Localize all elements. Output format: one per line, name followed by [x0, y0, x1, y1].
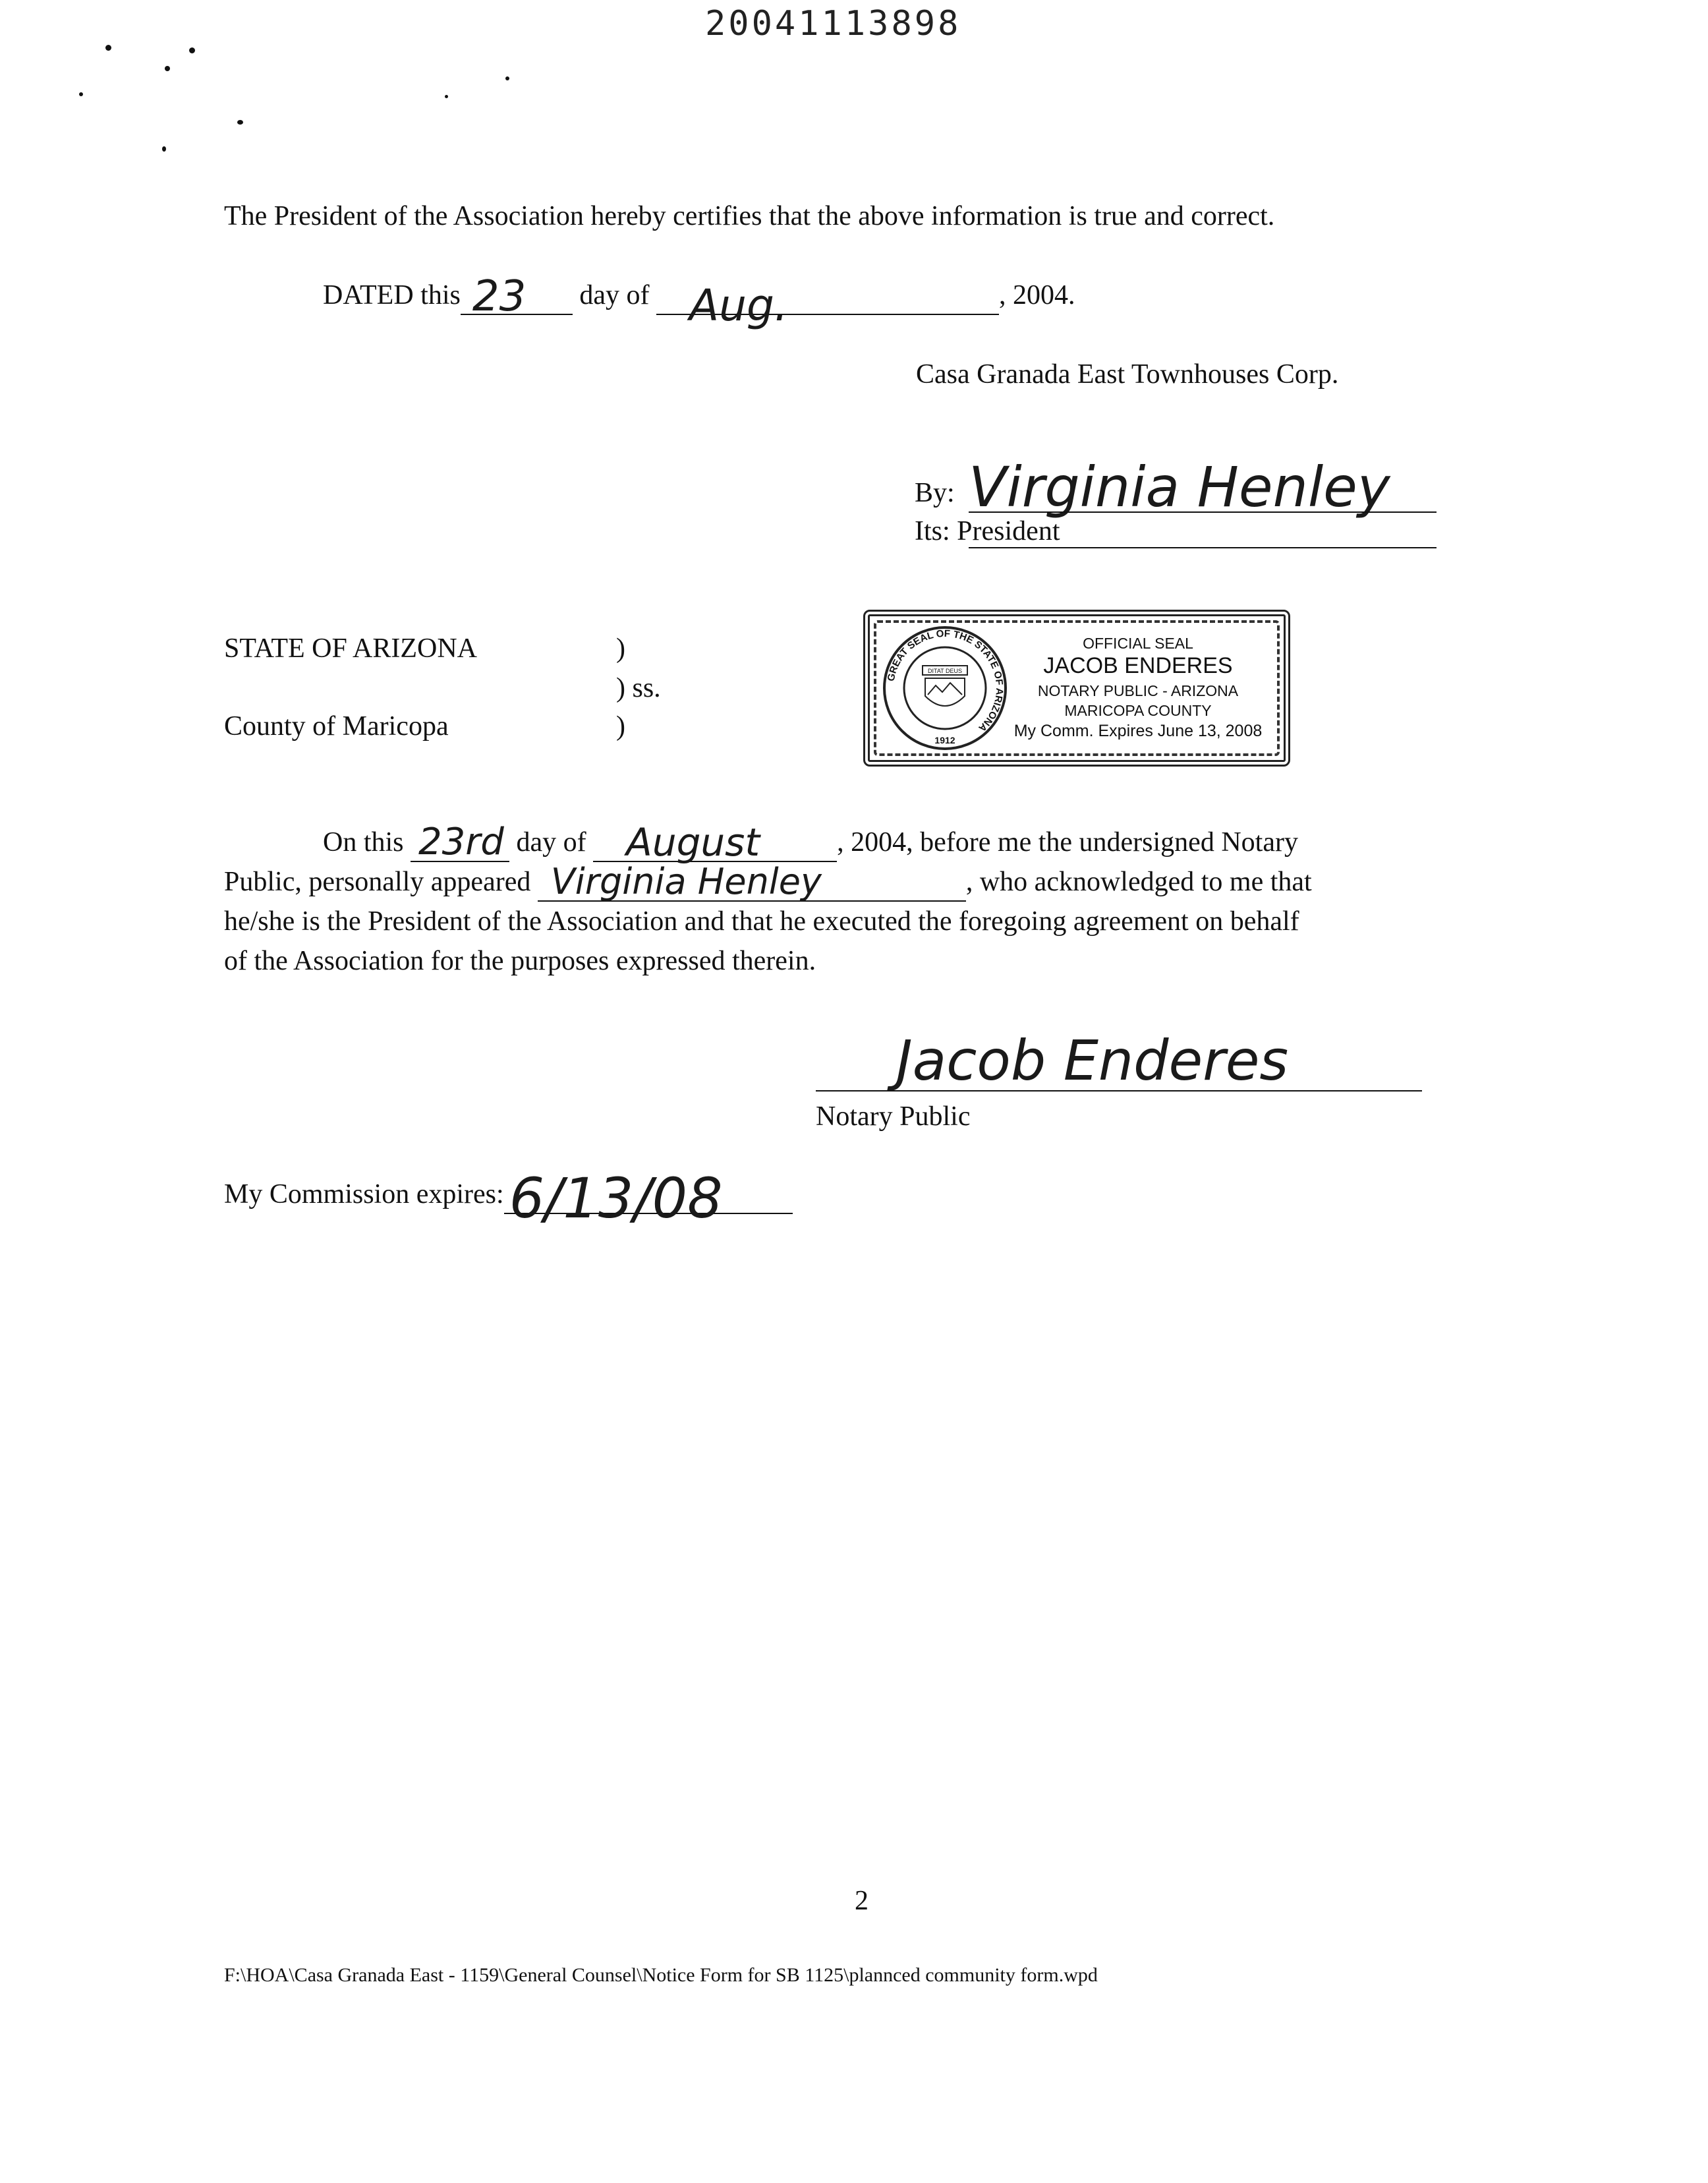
by-label: By:: [915, 478, 955, 508]
ack-day-blank: [411, 821, 509, 863]
corporation-name: Casa Granada East Townhouses Corp.: [916, 359, 1339, 390]
ack-on-this: On this: [323, 827, 404, 858]
its-line: [915, 511, 1060, 551]
ack-day-of: day of: [516, 827, 586, 858]
its-value: President: [957, 516, 1060, 546]
seal-motto: DITAT DEUS: [927, 668, 963, 674]
ack-name-blank: [538, 861, 966, 902]
seal-ring-text: GREAT SEAL OF THE STATE OF ARIZONA: [885, 627, 1006, 734]
commission-date: 6/13/08: [509, 1166, 723, 1231]
notary-signature: Jacob Enderes: [896, 1028, 1289, 1093]
dated-suffix: , 2004.: [998, 280, 1075, 310]
seal-title: OFFICIAL SEAL: [1083, 635, 1193, 652]
seal-line-1: NOTARY PUBLIC - ARIZONA: [1037, 682, 1239, 699]
ack-day: 23rd: [418, 821, 504, 863]
ack-month: August: [626, 820, 760, 865]
ack-after-month: , 2004, before me the undersigned Notary: [837, 827, 1298, 858]
dated-month: Aug.: [689, 280, 788, 331]
seal-notary-name: JACOB ENDERES: [1043, 653, 1233, 678]
president-signature: Virginia Henley: [969, 455, 1390, 519]
ack-month-blank: [593, 820, 837, 865]
commission-label: My Commission expires:: [224, 1179, 504, 1209]
scan-speck: [445, 95, 448, 98]
ack-line-1: [323, 820, 1298, 865]
dated-day-blank: [461, 272, 573, 321]
notary-public-label: Notary Public: [816, 1101, 971, 1132]
venue-paren-bottom: ): [616, 711, 625, 742]
scan-speck: [505, 76, 509, 80]
ack-who-acknowledged: , who acknowledged to me that: [965, 867, 1312, 897]
dated-line: [323, 272, 1075, 331]
ack-line-2: [224, 862, 1312, 902]
footer-file-path: F:\HOA\Casa Granada East - 1159\General Counsel\Notice Form for SB 1125\plannced community form.wpd: [224, 1964, 1098, 1986]
seal-expires: My Comm. Expires June 13, 2008: [1013, 722, 1263, 740]
scan-speck: [162, 146, 166, 152]
dated-month-blank: [656, 280, 999, 331]
ack-public-appeared: Public, personally appeared: [224, 867, 531, 897]
its-label: Its:: [915, 516, 950, 546]
scan-speck: [237, 120, 243, 125]
scan-speck: [79, 92, 83, 96]
dated-day: 23: [472, 272, 527, 321]
its-underline: [969, 547, 1437, 548]
notary-signature-line: [816, 1090, 1422, 1092]
county-venue: County of Maricopa: [224, 711, 449, 742]
state-venue: STATE OF ARIZONA: [224, 633, 477, 664]
document-number: 20041113898: [705, 4, 961, 44]
great-seal-emblem: [879, 622, 1011, 754]
commission-line: [224, 1166, 793, 1231]
certification-statement: The President of the Association hereby certifies that the above information is true and correct.: [224, 201, 1275, 231]
notary-seal-stamp: [863, 610, 1290, 767]
scan-speck: [165, 66, 170, 71]
venue-paren-top: ): [616, 633, 625, 664]
page-number: 2: [855, 1886, 868, 1916]
scan-speck: [105, 45, 111, 51]
seal-line-2: MARICOPA COUNTY: [1064, 702, 1212, 719]
seal-year: 1912: [934, 735, 955, 745]
dated-middle: day of: [579, 280, 650, 310]
scan-speck: [189, 47, 195, 53]
ack-line-4: of the Association for the purposes expressed therein.: [224, 946, 816, 976]
ack-line-3: he/she is the President of the Association and that he executed the foregoing agreement on behalf: [224, 906, 1299, 937]
commission-date-blank: [504, 1166, 793, 1231]
ack-appeared-name: Virginia Henley: [550, 861, 822, 902]
dated-prefix: DATED this: [323, 280, 461, 310]
venue-ss: ) ss.: [616, 673, 661, 703]
